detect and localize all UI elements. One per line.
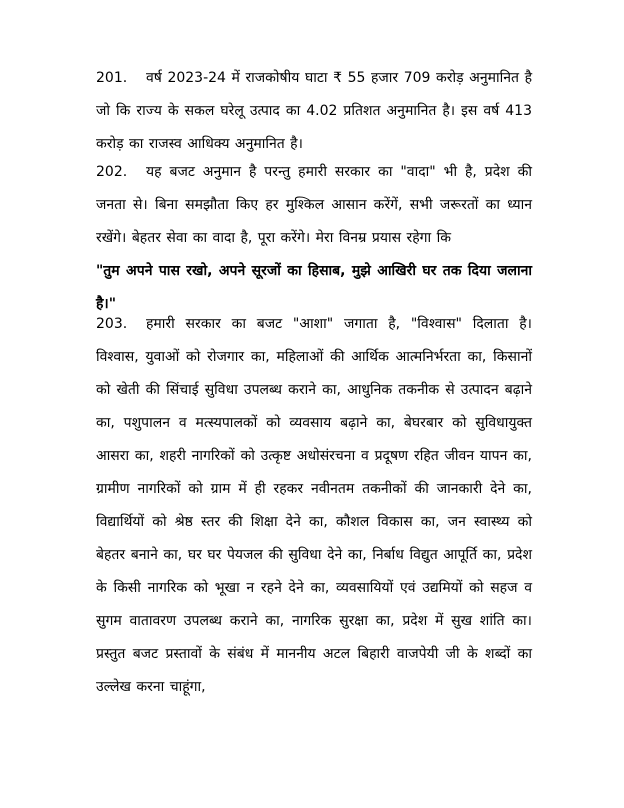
paragraph-202 bbox=[96, 156, 532, 321]
paragraph-text: वर्ष 2023-24 में राजकोषीय घाटा ₹ 55 हजार 709 करोड़ अनुमानित है जो कि राज्य के सकल घरेलू उत्पाद का 4.02 प्रतिशत अनुमानित है। इस वर्ष 413 करोड़ का राजस्व आधिक्य अनुमानित है। bbox=[96, 70, 532, 152]
paragraph-text: यह बजट अनुमान है परन्तु हमारी सरकार का "वादा" भी है, प्रदेश की जनता से। बिना समझौता किए हर मुश्किल आसान करेंगें, सभी जरूरतों का ध्यान रखेंगे। बेहतर सेवा का वादा है, पूरा करेंगे। मेरा विनम्र प्रयास रहेगा कि bbox=[96, 164, 532, 246]
quote-text: "तुम अपने पास रखो, अपने सूरजों का हिसाब, मुझे आखिरी घर तक दिया जलाना है।" bbox=[96, 263, 532, 312]
paragraph-text: हमारी सरकार का बजट "आशा" जगाता है, "विश्वास" दिलाता है। विश्वास, युवाओं को रोजगार का, महिलाओं की आर्थिक आत्मनिर्भरता का, किसानों को खेती की सिंचाई सुविधा उपलब्ध कराने का, आधुनिक तकनीक से उत्पादन बढ़ाने का, पशुपालन व मत्स्यपालकों को व्यवसाय बढ़ाने का, बेघरबार को सुविधायुक्त आसरा का, शहरी नागरिकों को उत्कृष्ट अधोसंरचना व प्रदूषण रहित जीवन यापन का, ग्रामीण नागरिकों को ग्राम में ही रहकर नवीनतम तकनीकों की जानकारी देने का, विद्यार्थियों को श्रेष्ठ स्तर की शिक्षा देने का, कौशल विकास का, जन स्वास्थ्य को बेहतर बनाने का, घर घर पेयजल की सुविधा देने का, निर्बाध विद्युत आपूर्ति का, प्रदेश के किसी नागरिक को भूखा न रहने देने का, व्यवसायियों एवं उद्यमियों को सहज व सुगम वातावरण उपलब्ध कराने का, नागरिक सुरक्षा का, प्रदेश में सुख शांति का। प्रस्तुत बजट प्रस्तावों के संबंध में माननीय अटल बिहारी वाजपेयी जी के शब्दों का उल्लेख करना चाहूंगा, bbox=[96, 316, 532, 695]
paragraph-203 bbox=[96, 308, 532, 704]
paragraph-201 bbox=[96, 62, 532, 161]
paragraph-number: 201. bbox=[96, 70, 128, 86]
paragraph-number: 203. bbox=[96, 316, 128, 332]
paragraph-number: 202. bbox=[96, 164, 128, 180]
